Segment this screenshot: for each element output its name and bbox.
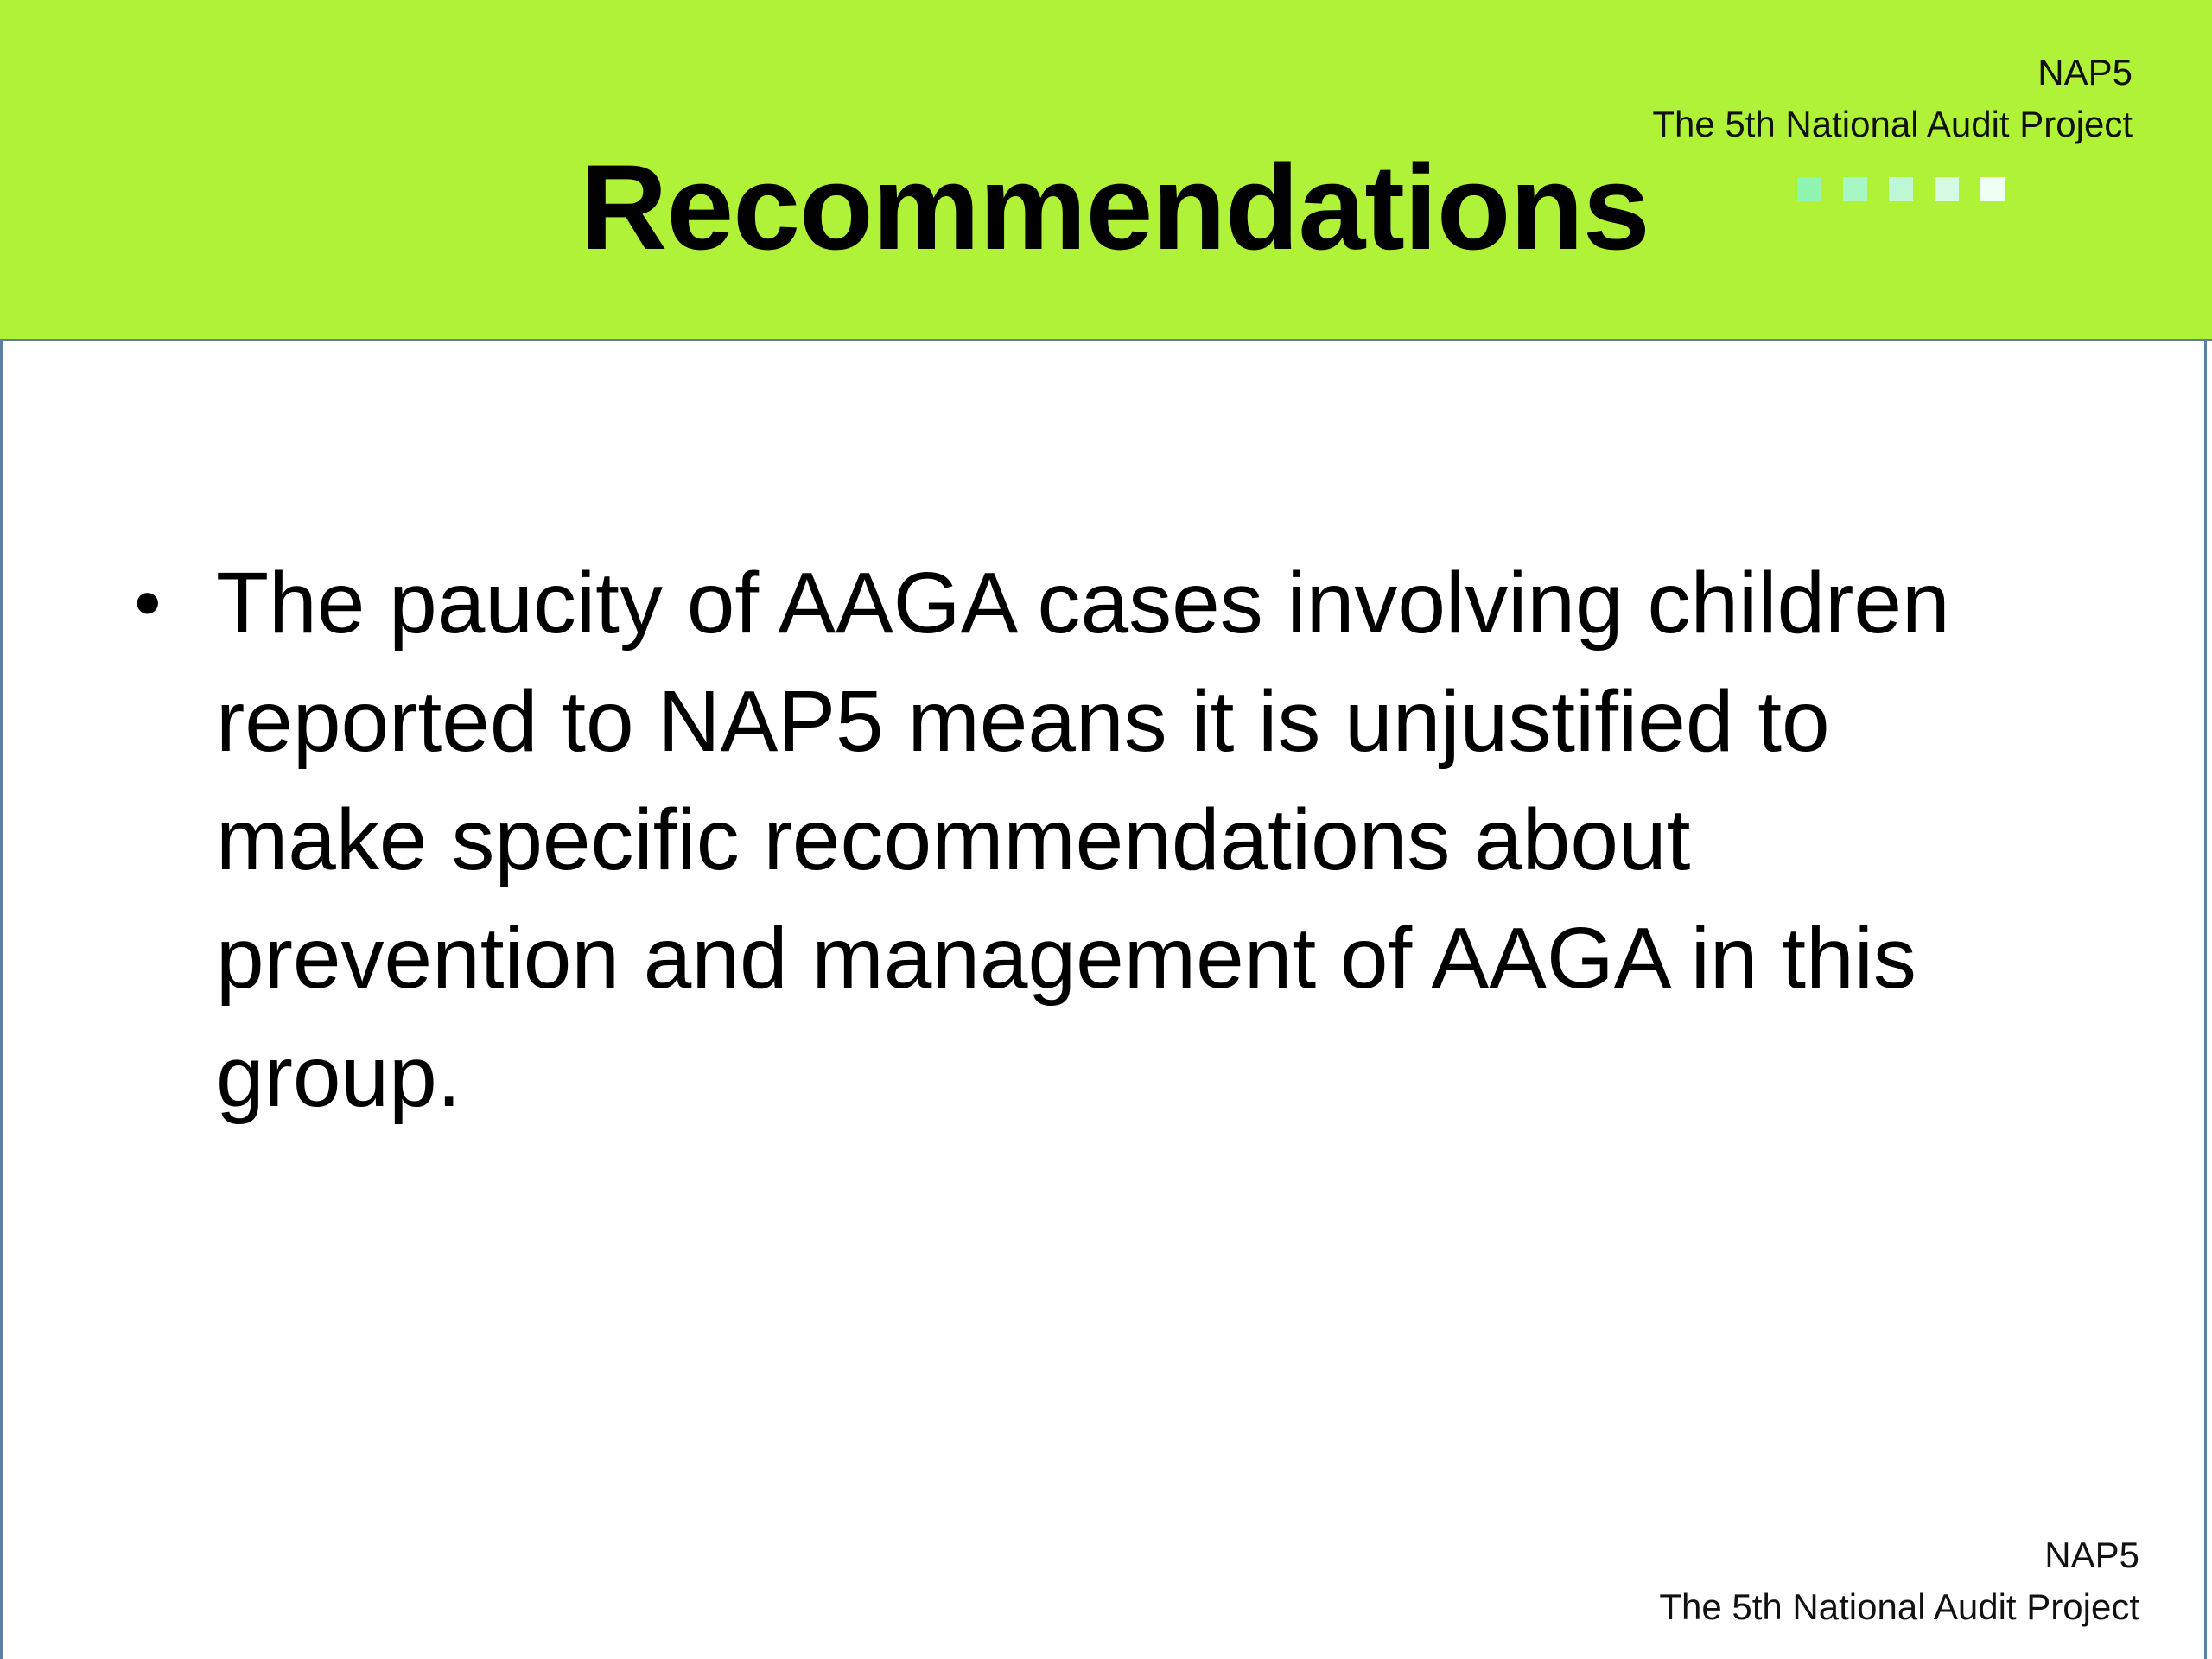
bullet-list xyxy=(130,544,2048,1136)
header-brand-line1: NAP5 xyxy=(2037,52,2133,92)
footer-brand-line1: NAP5 xyxy=(2044,1535,2139,1575)
bullet-icon: • xyxy=(134,560,162,646)
bullet-text: The paucity of AAGA cases involving children reported to NAP5 means it is unjustified to make specific recommendations about prevention and management of AAGA in this group. xyxy=(216,555,1950,1125)
header-brand-line2: The 5th National Audit Project xyxy=(1652,104,2133,144)
slide-title: Recommendations xyxy=(580,139,1649,275)
header-band xyxy=(0,0,2212,341)
header-brand xyxy=(1652,47,2133,150)
bullet-item xyxy=(130,544,2048,1136)
footer-brand-line2: The 5th National Audit Project xyxy=(1659,1586,2139,1627)
footer-brand xyxy=(1659,1529,2139,1633)
